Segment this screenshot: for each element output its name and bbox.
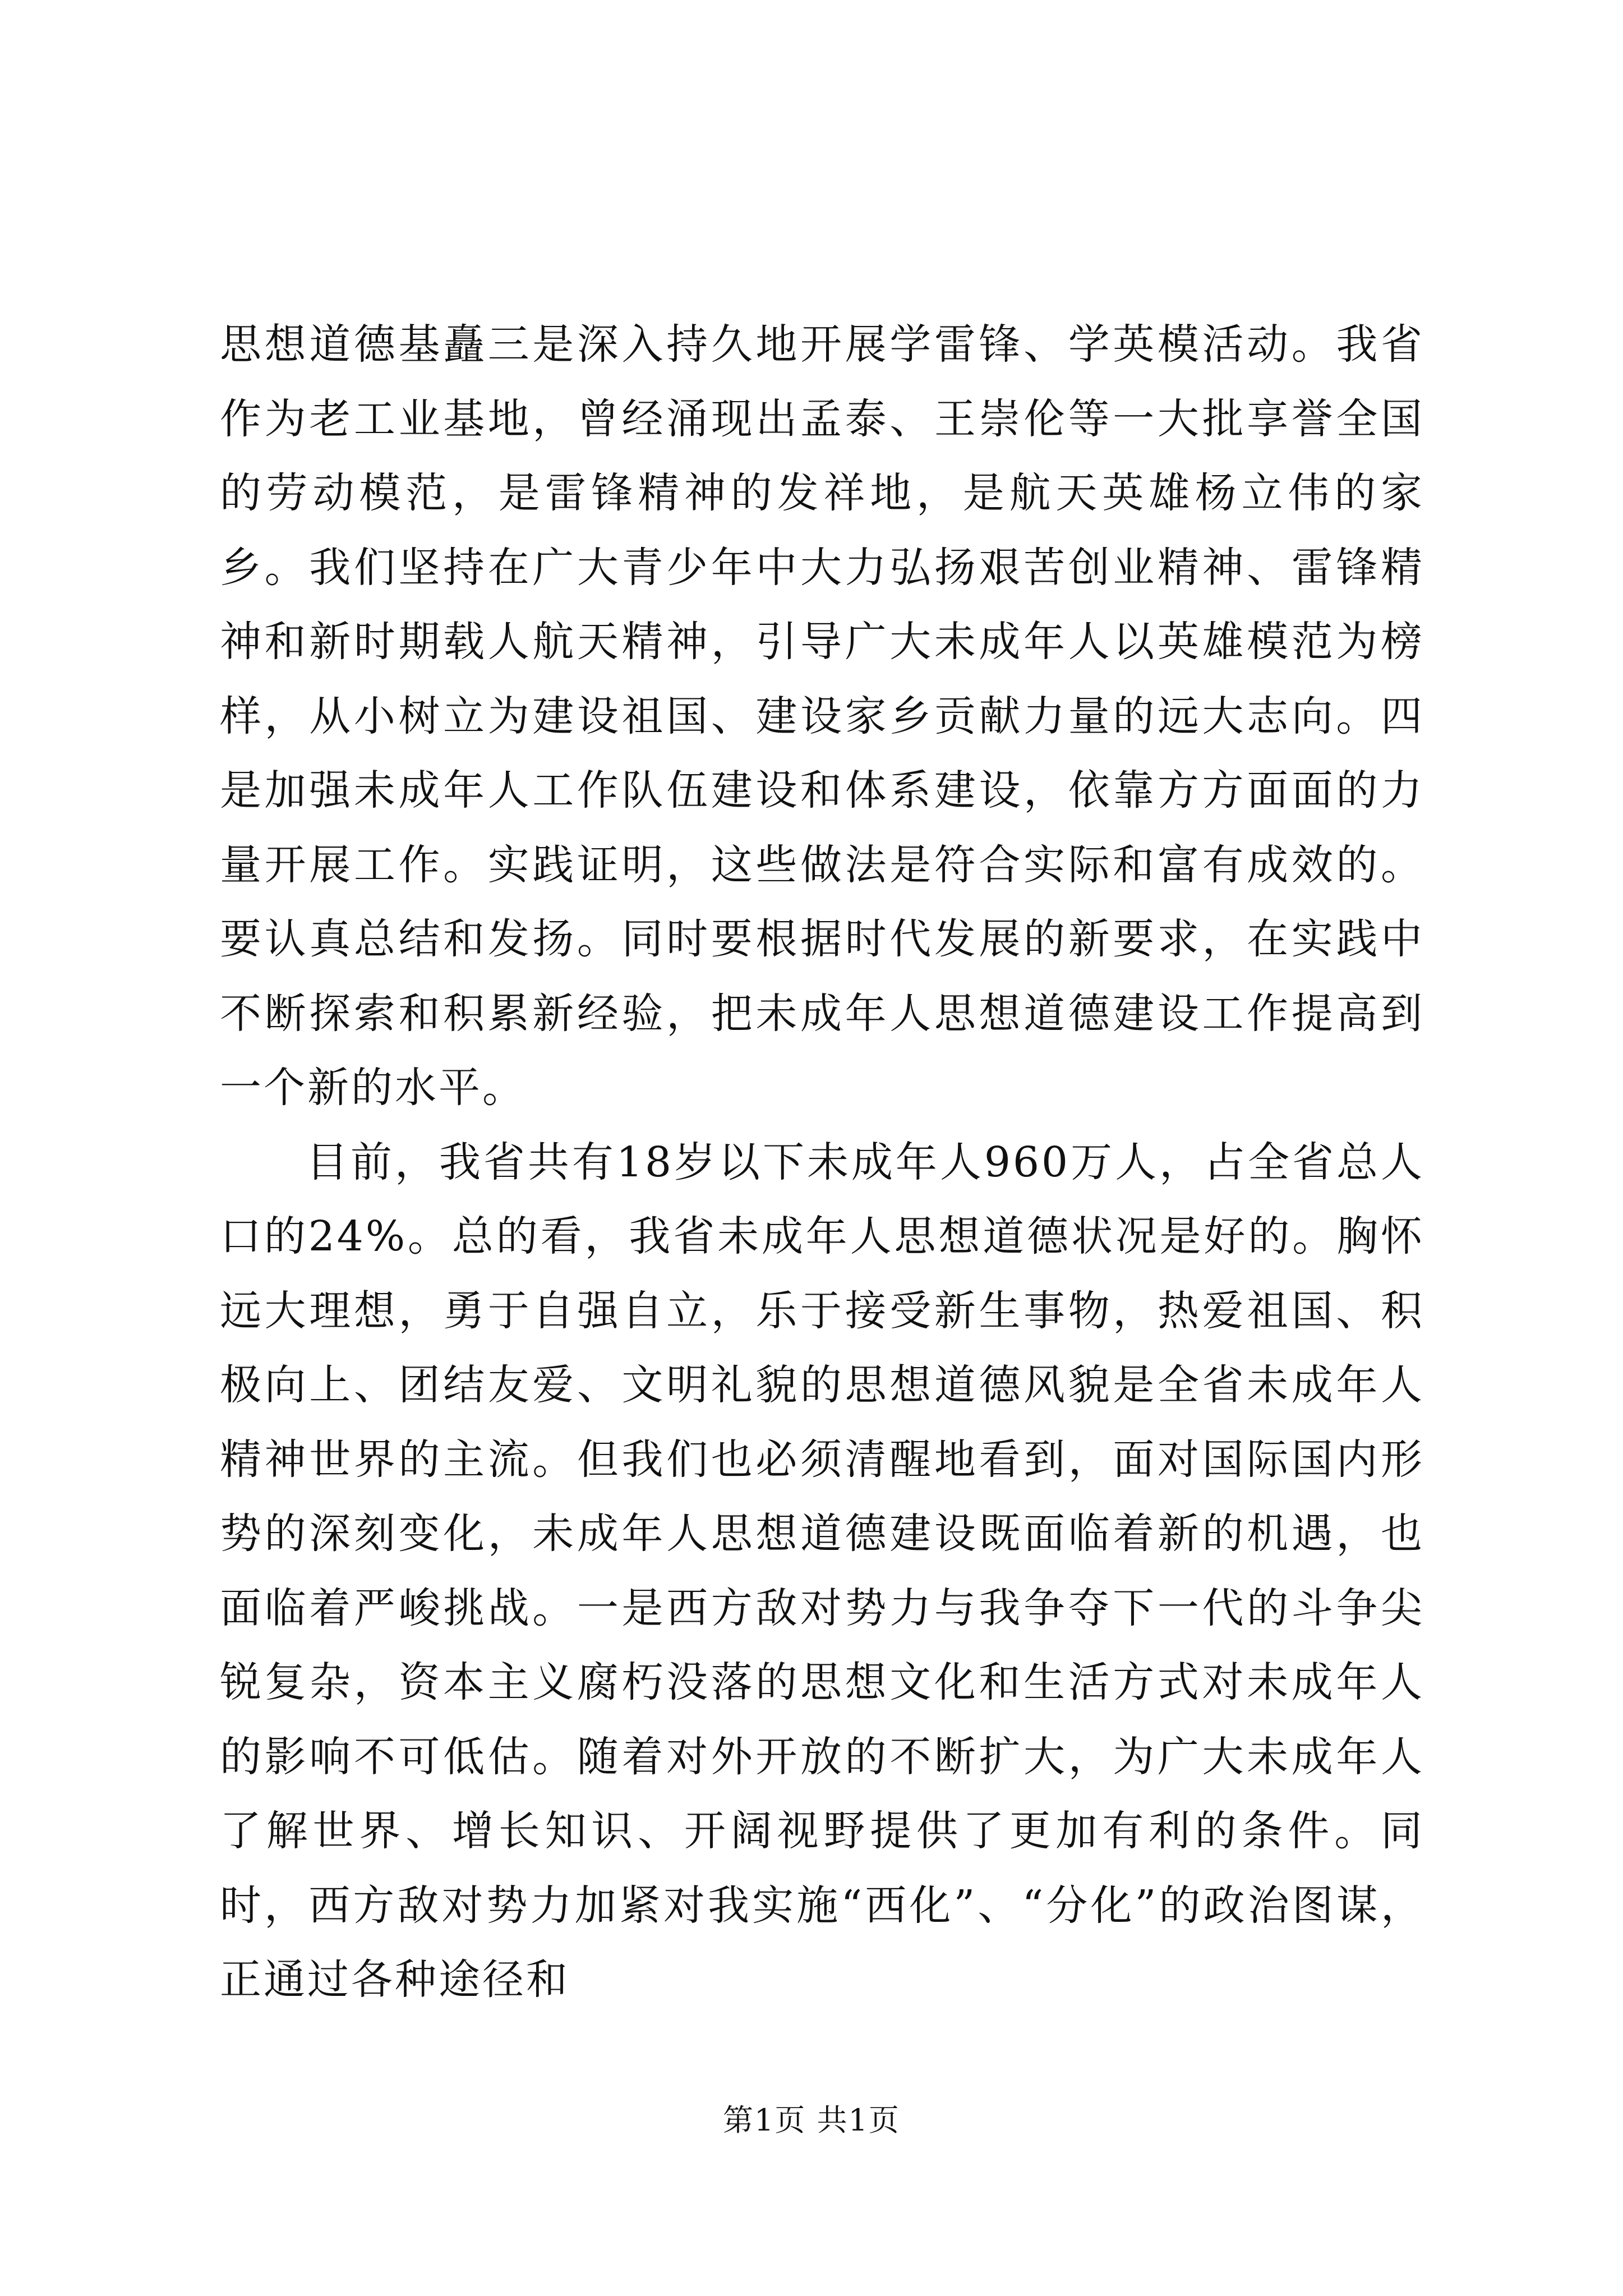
document-body [220,307,1424,2017]
page-footer: 第1页 共1页 [723,2102,900,2138]
paragraph-2: 目前，我省共有18岁以下未成年人960万人，占全省总人口的24%。总的看，我省未成年人思想道德状况是好的。胸怀远大理想，勇于自强自立，乐于接受新生事物，热爱祖国、积极向上、团结友爱、文明礼貌的思想道德风貌是全省未成年人精神世界的主流。但我们也必须清醒地看到，面对国际国内形势的深刻变化，未成年人思想道德建设既面临着新的机遇，也面临着严峻挑战。一是西方敌对势力与我争夺下一代的斗争尖锐复杂，资本主义腐朽没落的思想文化和生活方式对未成年人的影响不可低估。随着对外开放的不断扩大，为广大未成年人了解世界、增长知识、开阔视野提供了更加有利的条件。同时，西方敌对势力加紧对我实施“西化”、“分化”的政治图谋，正通过各种途径和 [220,1138,1424,2004]
paragraph-1: 思想道德基矗三是深入持久地开展学雷锋、学英模活动。我省作为老工业基地，曾经涌现出孟泰、王崇伦等一大批享誉全国的劳动模范，是雷锋精神的发祥地，是航天英雄杨立伟的家乡。我们坚持在广大青少年中大力弘扬艰苦创业精神、雷锋精神和新时期载人航天精神，引导广大未成年人以英雄模范为榜样，从小树立为建设祖国、建设家乡贡献力量的远大志向。四是加强未成年人工作队伍建设和体系建设，依靠方方面面的力量开展工作。实践证明，这些做法是符合实际和富有成效的。要认真总结和发扬。同时要根据时代发展的新要求，在实践中不断探索和积累新经验，把未成年人思想道德建设工作提高到一个新的水平。 [220,320,1424,1112]
